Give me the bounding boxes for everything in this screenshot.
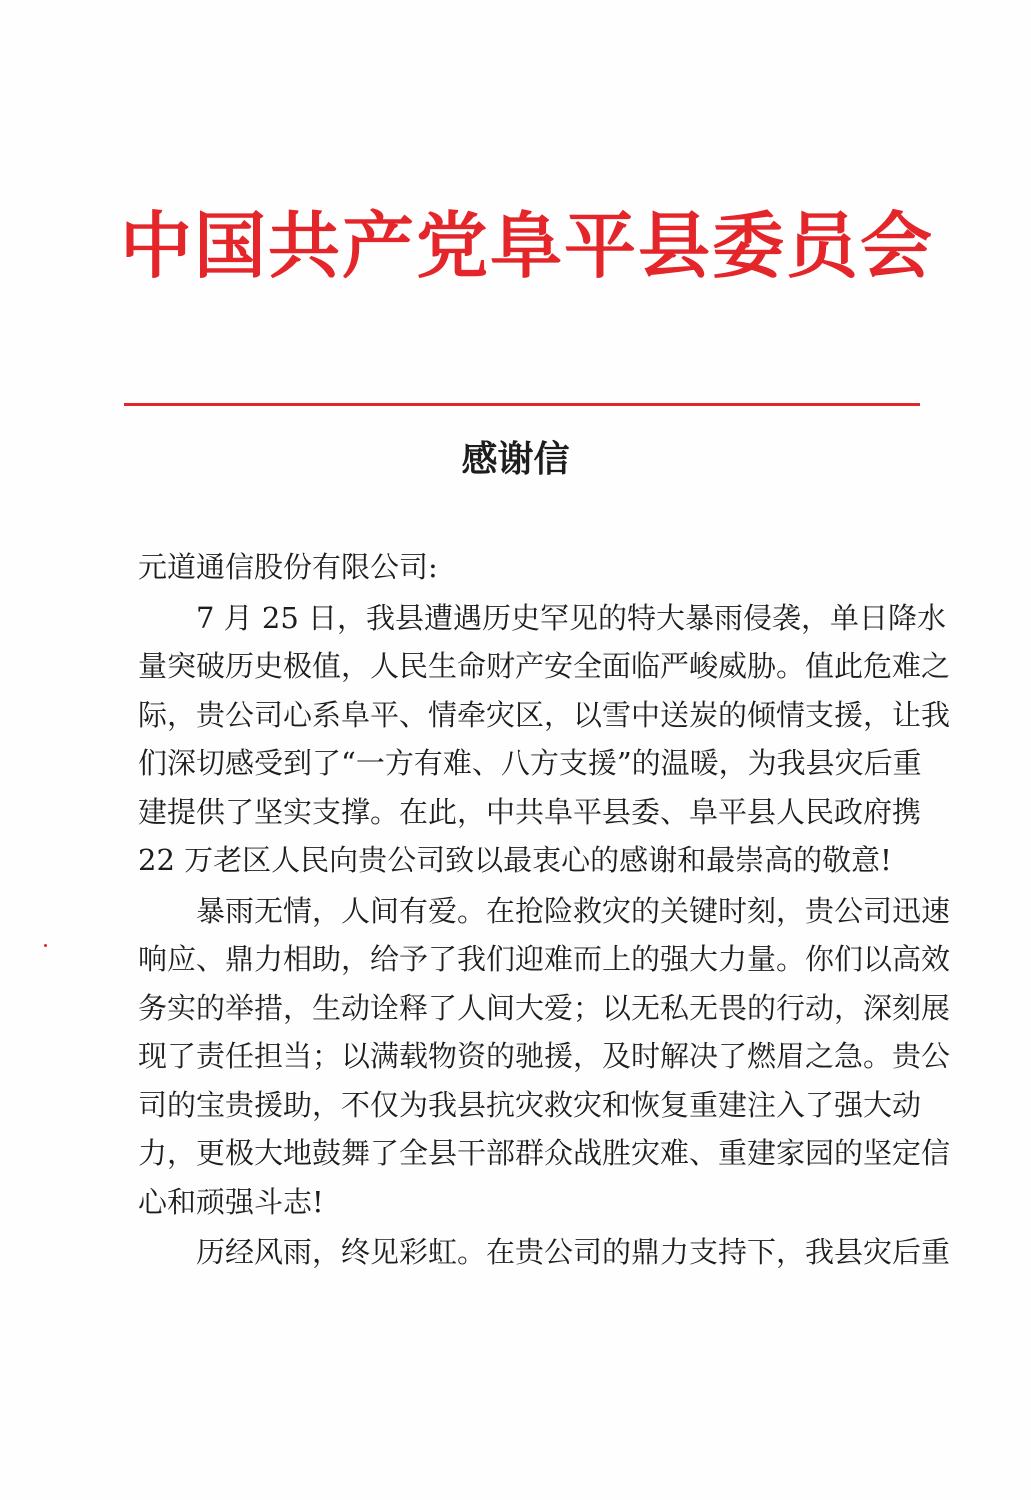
paragraph-1 (138, 594, 951, 885)
letterhead-organization: 中国共产党阜平县委员会 (120, 203, 935, 288)
paragraph-line: 司的宝贵援助，不仅为我县抗灾救灾和恢复重建注入了强大动 (138, 1087, 922, 1122)
paragraph-line: 7 月 25 日，我县遭遇历史罕见的特大暴雨侵袭，单日降水 (196, 600, 947, 635)
paragraph-line: 暴雨无情，人间有爱。在抢险救灾的关键时刻，贵公司迅速 (196, 893, 951, 928)
paragraph-line: 务实的举措，生动诠释了人间大爱；以无私无畏的行动，深刻展 (138, 990, 951, 1025)
letterhead-divider (124, 403, 920, 406)
paragraph-line: 心和顽强斗志! (138, 1184, 324, 1219)
paragraph-3 (138, 1228, 951, 1277)
paragraph-line: 量突破历史极值，人民生命财产安全面临严峻威胁。值此危难之 (138, 649, 951, 683)
paragraph-line: 历经风雨，终见彩虹。在贵公司的鼎力支持下，我县灾后重 (196, 1235, 951, 1269)
paragraph-line: 力，更极大地鼓舞了全县干部群众战胜灾难、重建家园的坚定信 (138, 1136, 951, 1170)
letter-body (138, 543, 951, 1279)
document-title: 感谢信 (461, 439, 570, 480)
paragraph-line: 22 万老区人民向贵公司致以最衷心的感谢和最崇高的敬意! (138, 843, 892, 877)
paragraph-line: 现了责任担当；以满载物资的驰援，及时解决了燃眉之急。贵公 (138, 1039, 951, 1073)
paragraph-line: 们深切感受到了“一方有难、八方支援”的温暖，为我县灾后重 (138, 746, 922, 780)
salutation: 元道通信股份有限公司: (138, 550, 438, 584)
scan-speck (44, 944, 47, 947)
paragraph-line: 响应、鼎力相助，给予了我们迎难而上的强大力量。你们以高效 (138, 942, 951, 976)
paragraph-line: 建提供了坚实支撑。在此，中共阜平县委、阜平县人民政府携 (138, 794, 922, 829)
paragraph-line: 际，贵公司心系阜平、情牵灾区，以雪中送炭的倾情支援，让我 (138, 697, 951, 732)
paragraph-2 (138, 887, 951, 1227)
